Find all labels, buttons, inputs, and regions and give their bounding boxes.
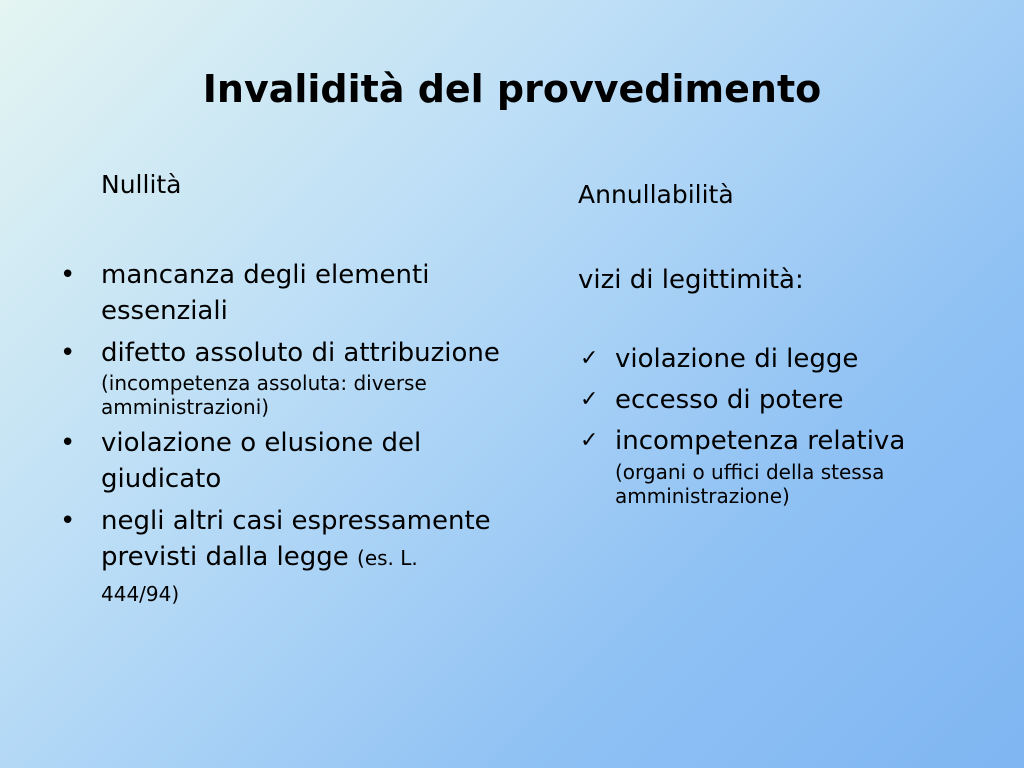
nullita-list	[60, 257, 500, 617]
annullabilita-item-text: incompetenza relativa	[615, 426, 906, 456]
annullabilita-item-note: (organi o uffici della stessa amministrazione)	[615, 460, 885, 508]
slide-title: Invalidità del provvedimento	[202, 67, 822, 111]
checkmark-icon: ✓	[580, 387, 599, 412]
annullabilita-item	[580, 422, 1000, 508]
nullita-item	[60, 335, 500, 419]
nullita-item-text: negli altri casi espressamente previsti dalla legge	[101, 506, 491, 572]
nullita-item	[60, 425, 500, 497]
nullita-item-text: violazione o elusione del giudicato	[101, 428, 422, 494]
nullita-item-note: (incompetenza assoluta: diverse amministrazioni)	[101, 371, 427, 419]
annullabilita-item	[580, 340, 1000, 378]
nullita-item-text: mancanza degli elementi essenziali	[101, 260, 430, 326]
checkmark-icon: ✓	[580, 346, 599, 371]
annullabilita-list	[580, 340, 1000, 511]
nullita-item-note: (es. L. 444/94)	[101, 546, 418, 606]
bullet-icon: •	[60, 428, 76, 458]
heading-nullita: Nullità	[101, 170, 182, 199]
annullabilita-item-text: violazione di legge	[615, 344, 859, 374]
nullita-item	[60, 257, 500, 329]
annullabilita-item-text: eccesso di potere	[615, 385, 844, 415]
bullet-icon: •	[60, 338, 76, 368]
vizi-intro: vizi di legittimità:	[578, 265, 804, 295]
heading-annullabilita: Annullabilità	[578, 180, 734, 209]
checkmark-icon: ✓	[580, 428, 599, 453]
nullita-item-text: difetto assoluto di attribuzione	[101, 338, 500, 368]
bullet-icon: •	[60, 506, 76, 536]
bullet-icon: •	[60, 260, 76, 290]
annullabilita-item	[580, 381, 1000, 419]
nullita-item	[60, 503, 500, 611]
